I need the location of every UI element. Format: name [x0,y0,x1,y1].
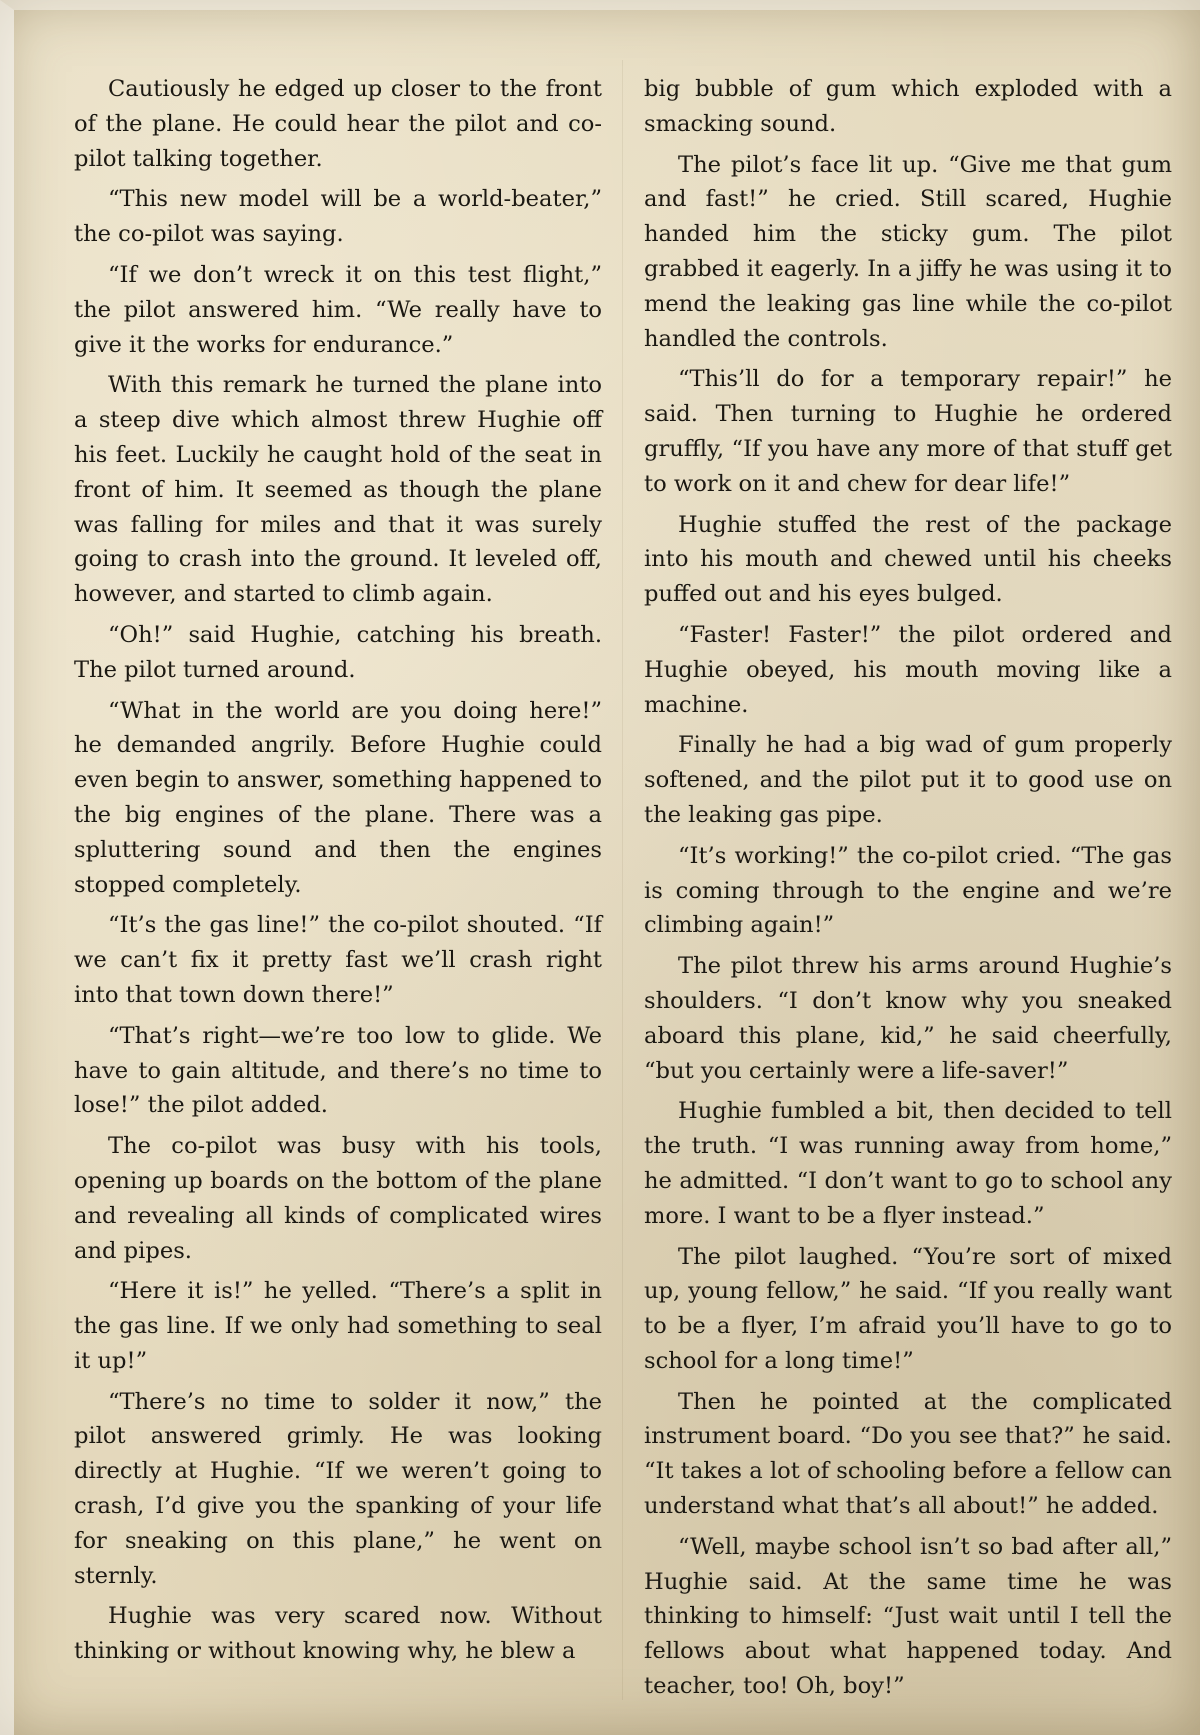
paragraph: “What in the world are you doing here!” he demanded angrily. Before Hughie could even begin to answer, something happened to the big engines of the plane. There was a spluttering sound and then the engines stopped completely. [74,697,602,898]
paragraph: Finally he had a big wad of gum properly softened, and the pilot put it to good use on the leaking gas pipe. [644,732,1172,828]
paragraph: “It’s working!” the co-pilot cried. “The gas is coming through to the engine and we’re climbing again!” [644,842,1172,939]
left-text-column [74,72,602,1675]
paragraph: The pilot laughed. “You’re sort of mixed up, young fellow,” he said. “If you really want to be a flyer, I’m afraid you’ll have to go to school for a long time!” [644,1243,1172,1374]
paragraph: “That’s right—we’re too low to glide. We have to gain altitude, and there’s no time to lose!” the pilot added. [74,1022,602,1119]
paragraph: “Faster! Faster!” the pilot ordered and Hughie obeyed, his mouth moving like a machine. [644,621,1172,718]
paragraph: Then he pointed at the complicated instrument board. “Do you see that?” he said. “It takes a lot of schooling before a fellow can understand what that’s all about!” he added. [644,1388,1172,1520]
column-gutter [622,60,623,1700]
paragraph: With this remark he turned the plane into a steep dive which almost threw Hughie off his feet. Luckily he caught hold of the seat in front of him. It seemed as though the plane was falling for miles and that it was surely going to crash into the ground. It leveled off, however, and started to climb again. [74,372,602,608]
paragraph: The co-pilot was busy with his tools, opening up boards on the bottom of the plane and revealing all kinds of complicated wires and pipes. [74,1133,602,1264]
paragraph: “It’s the gas line!” the co-pilot shouted. “If we can’t fix it pretty fast we’ll crash right into that town down there!” [74,912,602,1008]
paragraph: “Here it is!” he yelled. “There’s a split in the gas line. If we only had something to seal it up!” [74,1278,602,1374]
paragraph: “There’s no time to solder it now,” the pilot answered grimly. He was looking directly at Hughie. “If we weren’t going to crash, I’d give you the spanking of your life for sneaking on this plane,” he went on sternly. [74,1388,602,1589]
paragraph: Cautiously he edged up closer to the front of the plane. He could hear the pilot and co-pilot talking together. [74,76,602,172]
paragraph: The pilot threw his arms around Hughie’s shoulders. “I don’t know why you sneaked aboard this plane, kid,” he said cheerfully, “but you certainly were a life-saver!” [644,953,1172,1084]
right-text-column [644,72,1172,1710]
paragraph: “Oh!” said Hughie, catching his breath. The pilot turned around. [74,621,602,683]
paragraph: “Well, maybe school isn’t so bad after all,” Hughie said. At the same time he was thinking to himself: “Just wait until I tell the fellows about what happened today. And teacher, too! Oh, boy!” [644,1533,1172,1700]
paragraph: Hughie fumbled a bit, then decided to tell the truth. “I was running away from home,” he admitted. “I don’t want to go to school any more. I want to be a flyer instead.” [644,1098,1172,1229]
paragraph: Hughie was very scared now. Without thinking or without knowing why, he blew a [74,1603,602,1665]
paragraph-continuation: big bubble of gum which exploded with a smacking sound. [644,76,1172,137]
paragraph: “If we don’t wreck it on this test flight,” the pilot answered him. “We really have to give it the works for endurance.” [74,261,602,358]
paragraph: Hughie stuffed the rest of the package into his mouth and chewed until his cheeks puffed out and his eyes bulged. [644,511,1172,608]
paragraph: The pilot’s face lit up. “Give me that gum and fast!” he cried. Still scared, Hughie handed him the sticky gum. The pilot grabbed it eagerly. In a jiffy he was using it to mend the leaking gas line while the co-pilot handled the controls. [644,151,1172,352]
paragraph: “This new model will be a world-beater,” the co-pilot was saying. [74,186,602,248]
paragraph: “This’ll do for a temporary repair!” he said. Then turning to Hughie he ordered gruffly, “If you have any more of that stuff get to work on it and chew for dear life!” [644,366,1172,497]
